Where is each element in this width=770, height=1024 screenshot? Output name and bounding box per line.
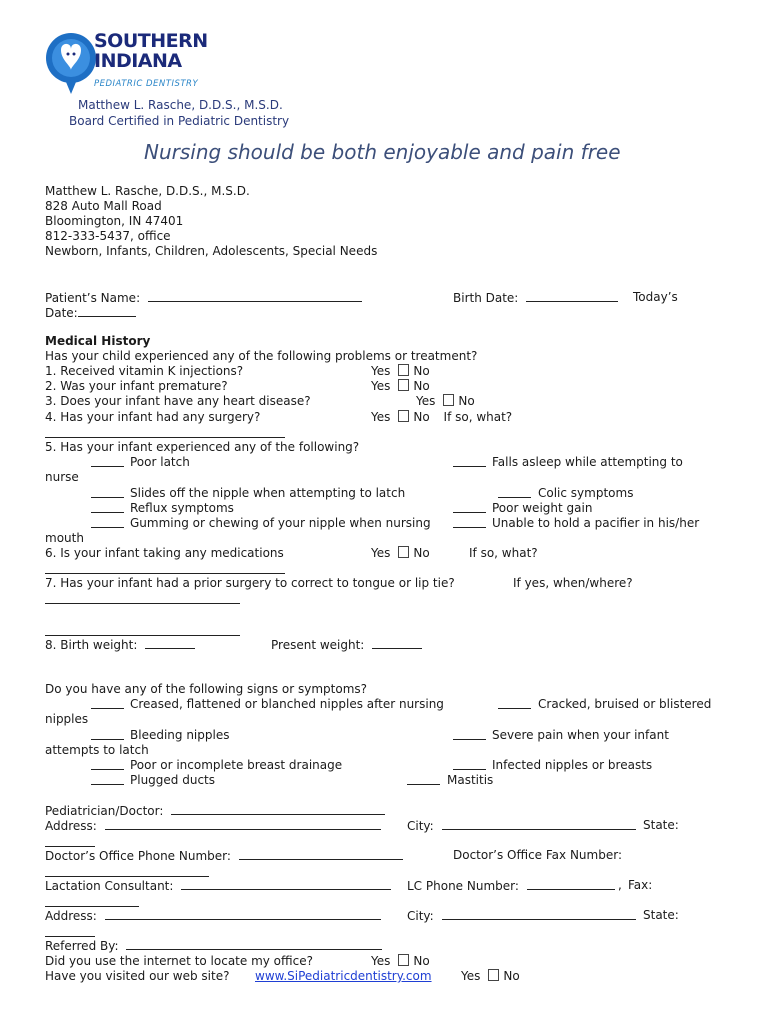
lactation-field[interactable] <box>181 878 391 890</box>
date-label: Date: <box>45 306 78 320</box>
bleeding-blank[interactable] <box>91 728 124 740</box>
q4-no[interactable]: No <box>413 410 430 424</box>
pacifier-blank[interactable] <box>453 516 486 528</box>
date-row <box>45 305 136 321</box>
pediatrician-field[interactable] <box>171 803 385 815</box>
fax-field[interactable] <box>45 895 139 907</box>
gumming-label: Gumming or chewing of your nipple when nursing <box>130 516 431 530</box>
logo-line-3: PEDIATRIC DENTISTRY <box>94 79 199 89</box>
lactation-label: Lactation Consultant: <box>45 879 174 893</box>
address-name: Matthew L. Rasche, D.D.S., M.S.D. <box>45 184 250 198</box>
mastitis-blank[interactable] <box>407 773 440 785</box>
birth-date-label: Birth Date: <box>453 291 519 305</box>
address-field-1[interactable] <box>105 818 381 830</box>
colic-label: Colic symptoms <box>538 486 634 500</box>
creased-blank[interactable] <box>91 697 124 709</box>
birth-weight-label: 8. Birth weight: <box>45 638 138 652</box>
severe-blank[interactable] <box>453 728 486 740</box>
city-label-1: City: <box>407 819 434 833</box>
state-field-2[interactable] <box>45 925 95 937</box>
birth-date-field[interactable] <box>526 290 618 302</box>
poor-latch-label: Poor latch <box>130 455 190 469</box>
q4-checkbox[interactable] <box>398 410 409 422</box>
q7-answer-field[interactable] <box>45 592 240 604</box>
internet-checkbox[interactable] <box>398 954 409 966</box>
date-field[interactable] <box>78 305 136 317</box>
birth-weight-field[interactable] <box>145 637 195 649</box>
q2-checkbox[interactable] <box>398 379 409 391</box>
referred-field[interactable] <box>126 938 382 950</box>
referred-label: Referred By: <box>45 939 119 953</box>
page-title: Nursing should be both enjoyable and pain free <box>144 140 621 164</box>
birth-date-row <box>453 290 618 306</box>
address-row-1 <box>45 818 381 834</box>
cracked-blank[interactable] <box>498 697 531 709</box>
q1-text: 1. Received vitamin K injections? <box>45 364 244 378</box>
falls-asleep-label: Falls asleep while attempting to <box>492 455 683 469</box>
state-field-1[interactable] <box>45 835 95 847</box>
patient-name-field[interactable] <box>148 290 362 302</box>
gumming-blank[interactable] <box>91 516 124 528</box>
referred-row <box>45 938 382 954</box>
slides-off-blank[interactable] <box>91 486 124 498</box>
birth-weight-row <box>45 637 195 653</box>
pediatrician-row <box>45 803 385 819</box>
q4-if-so: If so, what? <box>443 410 513 424</box>
office-fax-field[interactable] <box>45 865 209 877</box>
header-certification: Board Certified in Pediatric Dentistry <box>69 114 290 128</box>
q2-options <box>371 379 430 394</box>
internet-no[interactable]: No <box>413 954 430 968</box>
lc-comma: , <box>618 878 622 892</box>
plugged-blank[interactable] <box>91 773 124 785</box>
q6-answer-field[interactable] <box>45 562 285 574</box>
poor-weight-blank[interactable] <box>453 501 486 513</box>
address-label-2: Address: <box>45 909 97 923</box>
city-row-2 <box>407 908 636 924</box>
internet-question: Did you use the internet to locate my office? <box>45 954 313 968</box>
address-phone: 812-333-5437, office <box>45 229 171 243</box>
visited-options <box>461 969 520 984</box>
practice-logo <box>44 28 224 98</box>
poor-latch-blank[interactable] <box>91 455 124 467</box>
lc-phone-row <box>407 878 615 894</box>
address-field-2[interactable] <box>105 908 381 920</box>
mouth-label: mouth <box>45 531 84 545</box>
q4-options <box>371 410 512 425</box>
city-field-1[interactable] <box>442 818 636 830</box>
q2-text: 2. Was your infant premature? <box>45 379 228 393</box>
address-city: Bloomington, IN 47401 <box>45 214 184 228</box>
logo-line-1: SOUTHERN <box>94 30 208 52</box>
present-weight-row <box>271 637 422 653</box>
q3-text: 3. Does your infant have any heart disease? <box>45 394 311 408</box>
pediatrician-label: Pediatrician/Doctor: <box>45 804 164 818</box>
address-row-2 <box>45 908 381 924</box>
medical-intro: Has your child experienced any of the following problems or treatment? <box>45 349 478 363</box>
creased-label: Creased, flattened or blanched nipples after nursing <box>130 697 444 711</box>
city-label-2: City: <box>407 909 434 923</box>
address-patients: Newborn, Infants, Children, Adolescents, Special Needs <box>45 244 378 258</box>
q6-options <box>371 546 430 561</box>
reflux-blank[interactable] <box>91 501 124 513</box>
infected-label: Infected nipples or breasts <box>492 758 653 772</box>
reflux-label: Reflux symptoms <box>130 501 234 515</box>
lc-phone-label: LC Phone Number: <box>407 879 519 893</box>
q8-top-line[interactable] <box>45 624 240 636</box>
severe-label: Severe pain when your infant <box>492 728 669 742</box>
q1-checkbox[interactable] <box>398 364 409 376</box>
q3-yes[interactable]: Yes <box>416 394 436 408</box>
nurse-label: nurse <box>45 470 79 484</box>
q6-yes[interactable]: Yes <box>371 546 391 560</box>
state-label-2: State: <box>643 908 679 922</box>
colic-blank[interactable] <box>498 486 531 498</box>
visited-no[interactable]: No <box>503 969 520 983</box>
fax-label: Fax: <box>628 878 653 892</box>
q7-if-yes: If yes, when/where? <box>513 576 633 590</box>
q6-text: 6. Is your infant taking any medications <box>45 546 284 560</box>
website-link[interactable]: www.SiPediatricdentistry.com <box>255 969 432 983</box>
q1-no[interactable]: No <box>413 364 430 378</box>
nipples-label: nipples <box>45 712 89 726</box>
q3-checkbox[interactable] <box>443 394 454 406</box>
cracked-label: Cracked, bruised or blistered <box>538 697 712 711</box>
city-field-2[interactable] <box>442 908 636 920</box>
logo-line-2: INDIANA <box>94 50 182 72</box>
q6-if-so: If so, what? <box>469 546 538 560</box>
infected-blank[interactable] <box>453 758 486 770</box>
lactation-row <box>45 878 391 894</box>
visited-yes[interactable]: Yes <box>461 969 481 983</box>
attempts-label: attempts to latch <box>45 743 149 757</box>
q6-no[interactable]: No <box>413 546 430 560</box>
q1-yes[interactable]: Yes <box>371 364 391 378</box>
q4-answer-field[interactable] <box>45 426 285 438</box>
q5-text: 5. Has your infant experienced any of the following? <box>45 440 360 454</box>
bleeding-label: Bleeding nipples <box>130 728 230 742</box>
q3-no[interactable]: No <box>458 394 475 408</box>
q1-options <box>371 364 430 379</box>
medical-history-heading: Medical History <box>45 334 151 348</box>
visited-question: Have you visited our web site? <box>45 969 230 983</box>
internet-yes[interactable]: Yes <box>371 954 391 968</box>
office-phone-row <box>45 848 403 864</box>
state-label-1: State: <box>643 818 679 832</box>
mastitis-label: Mastitis <box>447 773 494 787</box>
drainage-label: Poor or incomplete breast drainage <box>130 758 343 772</box>
q6-checkbox[interactable] <box>398 546 409 558</box>
todays-label: Today’s <box>633 290 678 304</box>
address-street: 828 Auto Mall Road <box>45 199 162 213</box>
q2-no[interactable]: No <box>413 379 430 393</box>
slides-off-label: Slides off the nipple when attempting to latch <box>130 486 406 500</box>
q4-text: 4. Has your infant had any surgery? <box>45 410 261 424</box>
patient-name-row <box>45 290 362 306</box>
q3-options <box>416 394 475 409</box>
office-phone-label: Doctor’s Office Phone Number: <box>45 849 231 863</box>
present-weight-label: Present weight: <box>271 638 365 652</box>
q7-text: 7. Has your infant had a prior surgery to correct to tongue or lip tie? <box>45 576 455 590</box>
plugged-label: Plugged ducts <box>130 773 216 787</box>
q2-yes[interactable]: Yes <box>371 379 391 393</box>
q4-yes[interactable]: Yes <box>371 410 391 424</box>
patient-name-label: Patient’s Name: <box>45 291 141 305</box>
symptoms-intro: Do you have any of the following signs or symptoms? <box>45 682 368 696</box>
lc-phone-field[interactable] <box>527 878 615 890</box>
present-weight-field[interactable] <box>372 637 422 649</box>
tooth-heart-logo-icon <box>44 28 98 96</box>
pacifier-label: Unable to hold a pacifier in his/her <box>492 516 700 530</box>
city-row-1 <box>407 818 636 834</box>
header-doctor: Matthew L. Rasche, D.D.S., M.S.D. <box>78 98 283 112</box>
internet-options <box>371 954 430 969</box>
address-label-1: Address: <box>45 819 97 833</box>
drainage-blank[interactable] <box>91 758 124 770</box>
poor-weight-label: Poor weight gain <box>492 501 593 515</box>
office-fax-label: Doctor’s Office Fax Number: <box>453 848 622 862</box>
falls-asleep-blank[interactable] <box>453 455 486 467</box>
office-phone-field[interactable] <box>239 848 403 860</box>
visited-checkbox[interactable] <box>488 969 499 981</box>
